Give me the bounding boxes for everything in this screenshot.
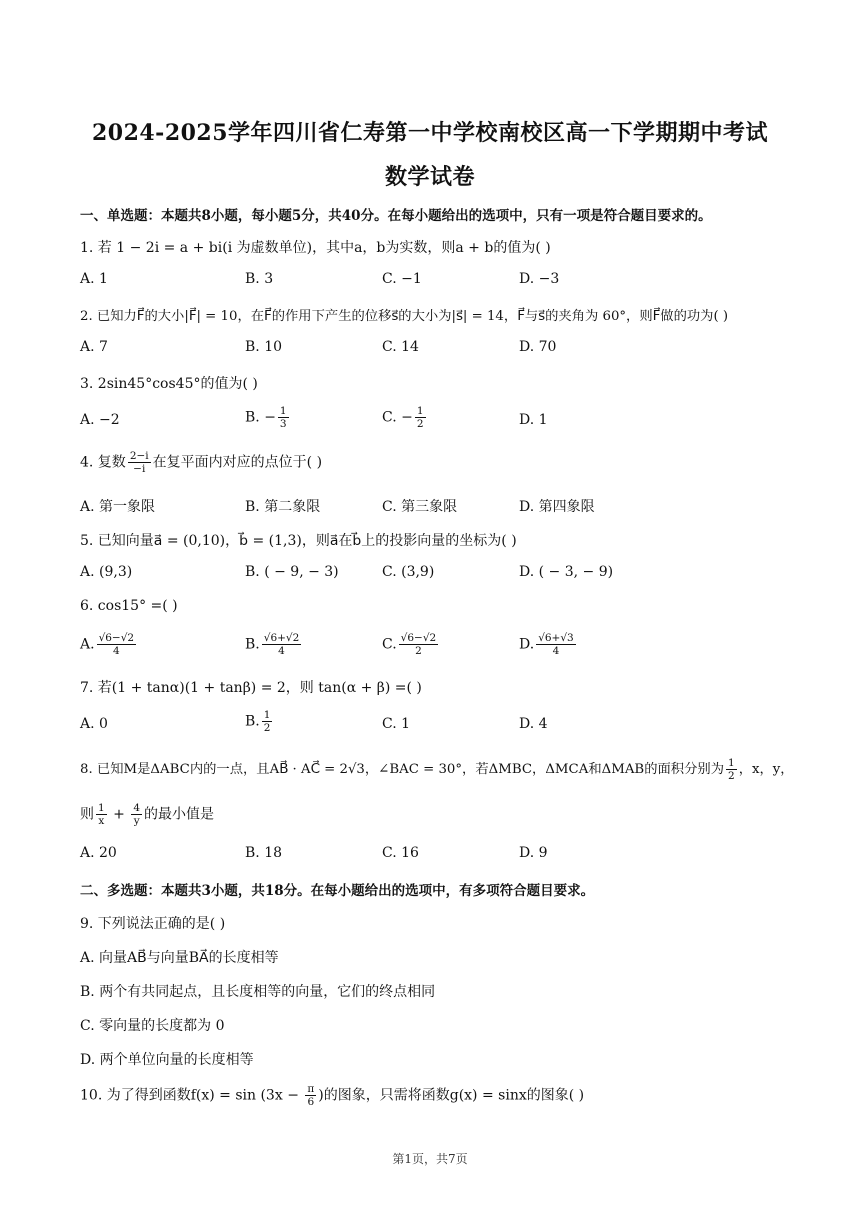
- question-4: 4. 复数 $\frac{2-i}{-i}$ 在复平面内对应的点位于( ): [80, 450, 323, 475]
- q6-option-a: A. $\frac{√6-√2}{4}$: [80, 632, 135, 657]
- q3-option-c: C. − $\frac{1}{2}$: [382, 405, 424, 430]
- q9-option-a: A. 向量AB⃗与向量BA⃗的长度相等: [80, 950, 279, 966]
- fraction: $\frac{1}{x}$: [98, 802, 105, 827]
- q6-option-c: C. $\frac{√6-√2}{2}$: [382, 632, 437, 657]
- q3-option-b: B. − $\frac{1}{3}$: [245, 405, 287, 430]
- q3-option-a: A. −2: [80, 412, 120, 428]
- q4-option-d: D. 第四象限: [519, 499, 595, 515]
- fraction: $\frac{1}{3}$: [279, 405, 287, 430]
- question-9: 9. 下列说法正确的是( ): [80, 916, 226, 932]
- q1-option-d: D. −3: [519, 271, 560, 287]
- exam-title: 2024-2025学年四川省仁寿第一中学校南校区高一下学期期中考试: [91, 120, 769, 146]
- q5-option-b: B. ( − 9, − 3): [245, 564, 339, 580]
- q8-option-c: C. 16: [382, 845, 419, 861]
- q5-option-c: C. (3,9): [382, 564, 435, 580]
- q1-option-c: C. −1: [382, 271, 422, 287]
- page-footer: 第1页，共7页: [392, 1152, 468, 1166]
- question-3: 3. 2sin45°cos45°的值为( ): [80, 376, 258, 392]
- question-10: 10. 为了得到函数f(x) = sin (3x − $\frac{\pi}{6}$ )的图象，只需将函数g(x) = sinx的图象( ): [80, 1083, 585, 1108]
- q7-option-a: A. 0: [80, 716, 108, 732]
- q1-option-b: B. 3: [245, 271, 274, 287]
- q8-option-a: A. 20: [80, 845, 117, 861]
- fraction: $\frac{√6-√2}{2}$: [400, 632, 437, 657]
- q6-option-d: D. $\frac{√6+√3}{4}$: [519, 632, 574, 657]
- fraction: $\frac{2-i}{-i}$: [129, 450, 149, 475]
- q2-option-c: C. 14: [382, 339, 419, 355]
- fraction: $\frac{4}{y}$: [133, 802, 141, 827]
- fraction: $\frac{√6-√2}{4}$: [98, 632, 135, 657]
- q8-option-d: D. 9: [519, 845, 548, 861]
- q9-option-b: B. 两个有共同起点，且长度相等的向量，它们的终点相同: [80, 984, 436, 1000]
- q3-option-d: D. 1: [519, 412, 548, 428]
- q2-option-b: B. 10: [245, 339, 283, 355]
- fraction: $\frac{1}{2}$: [263, 709, 271, 734]
- q2-option-d: D. 70: [519, 339, 557, 355]
- question-5: 5. 已知向量a⃗ = (0,10)，b⃗ = (1,3)，则a⃗在b⃗上的投影向量的坐标为( ): [80, 533, 517, 549]
- fraction: $\frac{√6+√3}{4}$: [538, 632, 574, 657]
- q6-option-b: B. $\frac{√6+√2}{4}$: [245, 632, 300, 657]
- q7-option-d: D. 4: [519, 716, 548, 732]
- q5-option-a: A. (9,3): [80, 564, 133, 580]
- section-multiple-choice: 二、多选题：本题共3小题，共18分。在每小题给出的选项中，有多项符合题目要求。: [80, 883, 595, 899]
- q7-option-c: C. 1: [382, 716, 411, 732]
- fraction: $\frac{\pi}{6}$: [307, 1083, 315, 1108]
- section-single-choice: 一、单选题：本题共8小题，每小题5分，共40分。在每小题给出的选项中，只有一项是符合题目要求的。: [80, 208, 712, 224]
- q4-option-a: A. 第一象限: [80, 499, 156, 515]
- q9-option-d: D. 两个单位向量的长度相等: [80, 1052, 254, 1068]
- q7-option-b: B. $\frac{1}{2}$: [245, 709, 271, 734]
- question-7: 7. 若(1 + tanα)(1 + tanβ) = 2，则 tan(α + β) =( ): [80, 680, 422, 696]
- fraction: $\frac{1}{2}$: [416, 405, 424, 430]
- q8-option-b: B. 18: [245, 845, 283, 861]
- exam-subtitle: 数学试卷: [384, 164, 475, 190]
- fraction: $\frac{√6+√2}{4}$: [263, 632, 300, 657]
- question-6: 6. cos15° =( ): [80, 598, 178, 614]
- q4-option-c: C. 第三象限: [382, 499, 458, 515]
- q1-option-a: A. 1: [80, 271, 108, 287]
- q4-option-b: B. 第二象限: [245, 499, 321, 515]
- q5-option-d: D. ( − 3, − 9): [519, 564, 614, 580]
- q9-option-c: C. 零向量的长度都为 0: [80, 1018, 225, 1034]
- fraction: $\frac{1}{2}$: [728, 757, 735, 782]
- question-2: 2. 已知力F⃗的大小|F⃗| = 10，在F⃗的作用下产生的位移s⃗的大小为|s⃗| = 14，F⃗与s⃗的夹角为 60°，则F⃗做的功为( ): [80, 309, 729, 324]
- question-8-line-2: 则 $\frac{1}{x}$ + $\frac{4}{y}$ 的最小值是: [80, 802, 215, 827]
- q2-option-a: A. 7: [80, 339, 108, 355]
- question-8: 8. 已知M是ΔABC内的一点，且AB⃗ · AC⃗ = 2√3，∠BAC = 30°，若ΔMBC，ΔMCA和ΔMAB的面积分别为 $\frac{1}{2}$ ，x，y，: [80, 757, 794, 782]
- question-1: 1. 若 1 − 2i = a + bi(i 为虚数单位)，其中a，b为实数，则a + b的值为( ): [80, 240, 551, 256]
